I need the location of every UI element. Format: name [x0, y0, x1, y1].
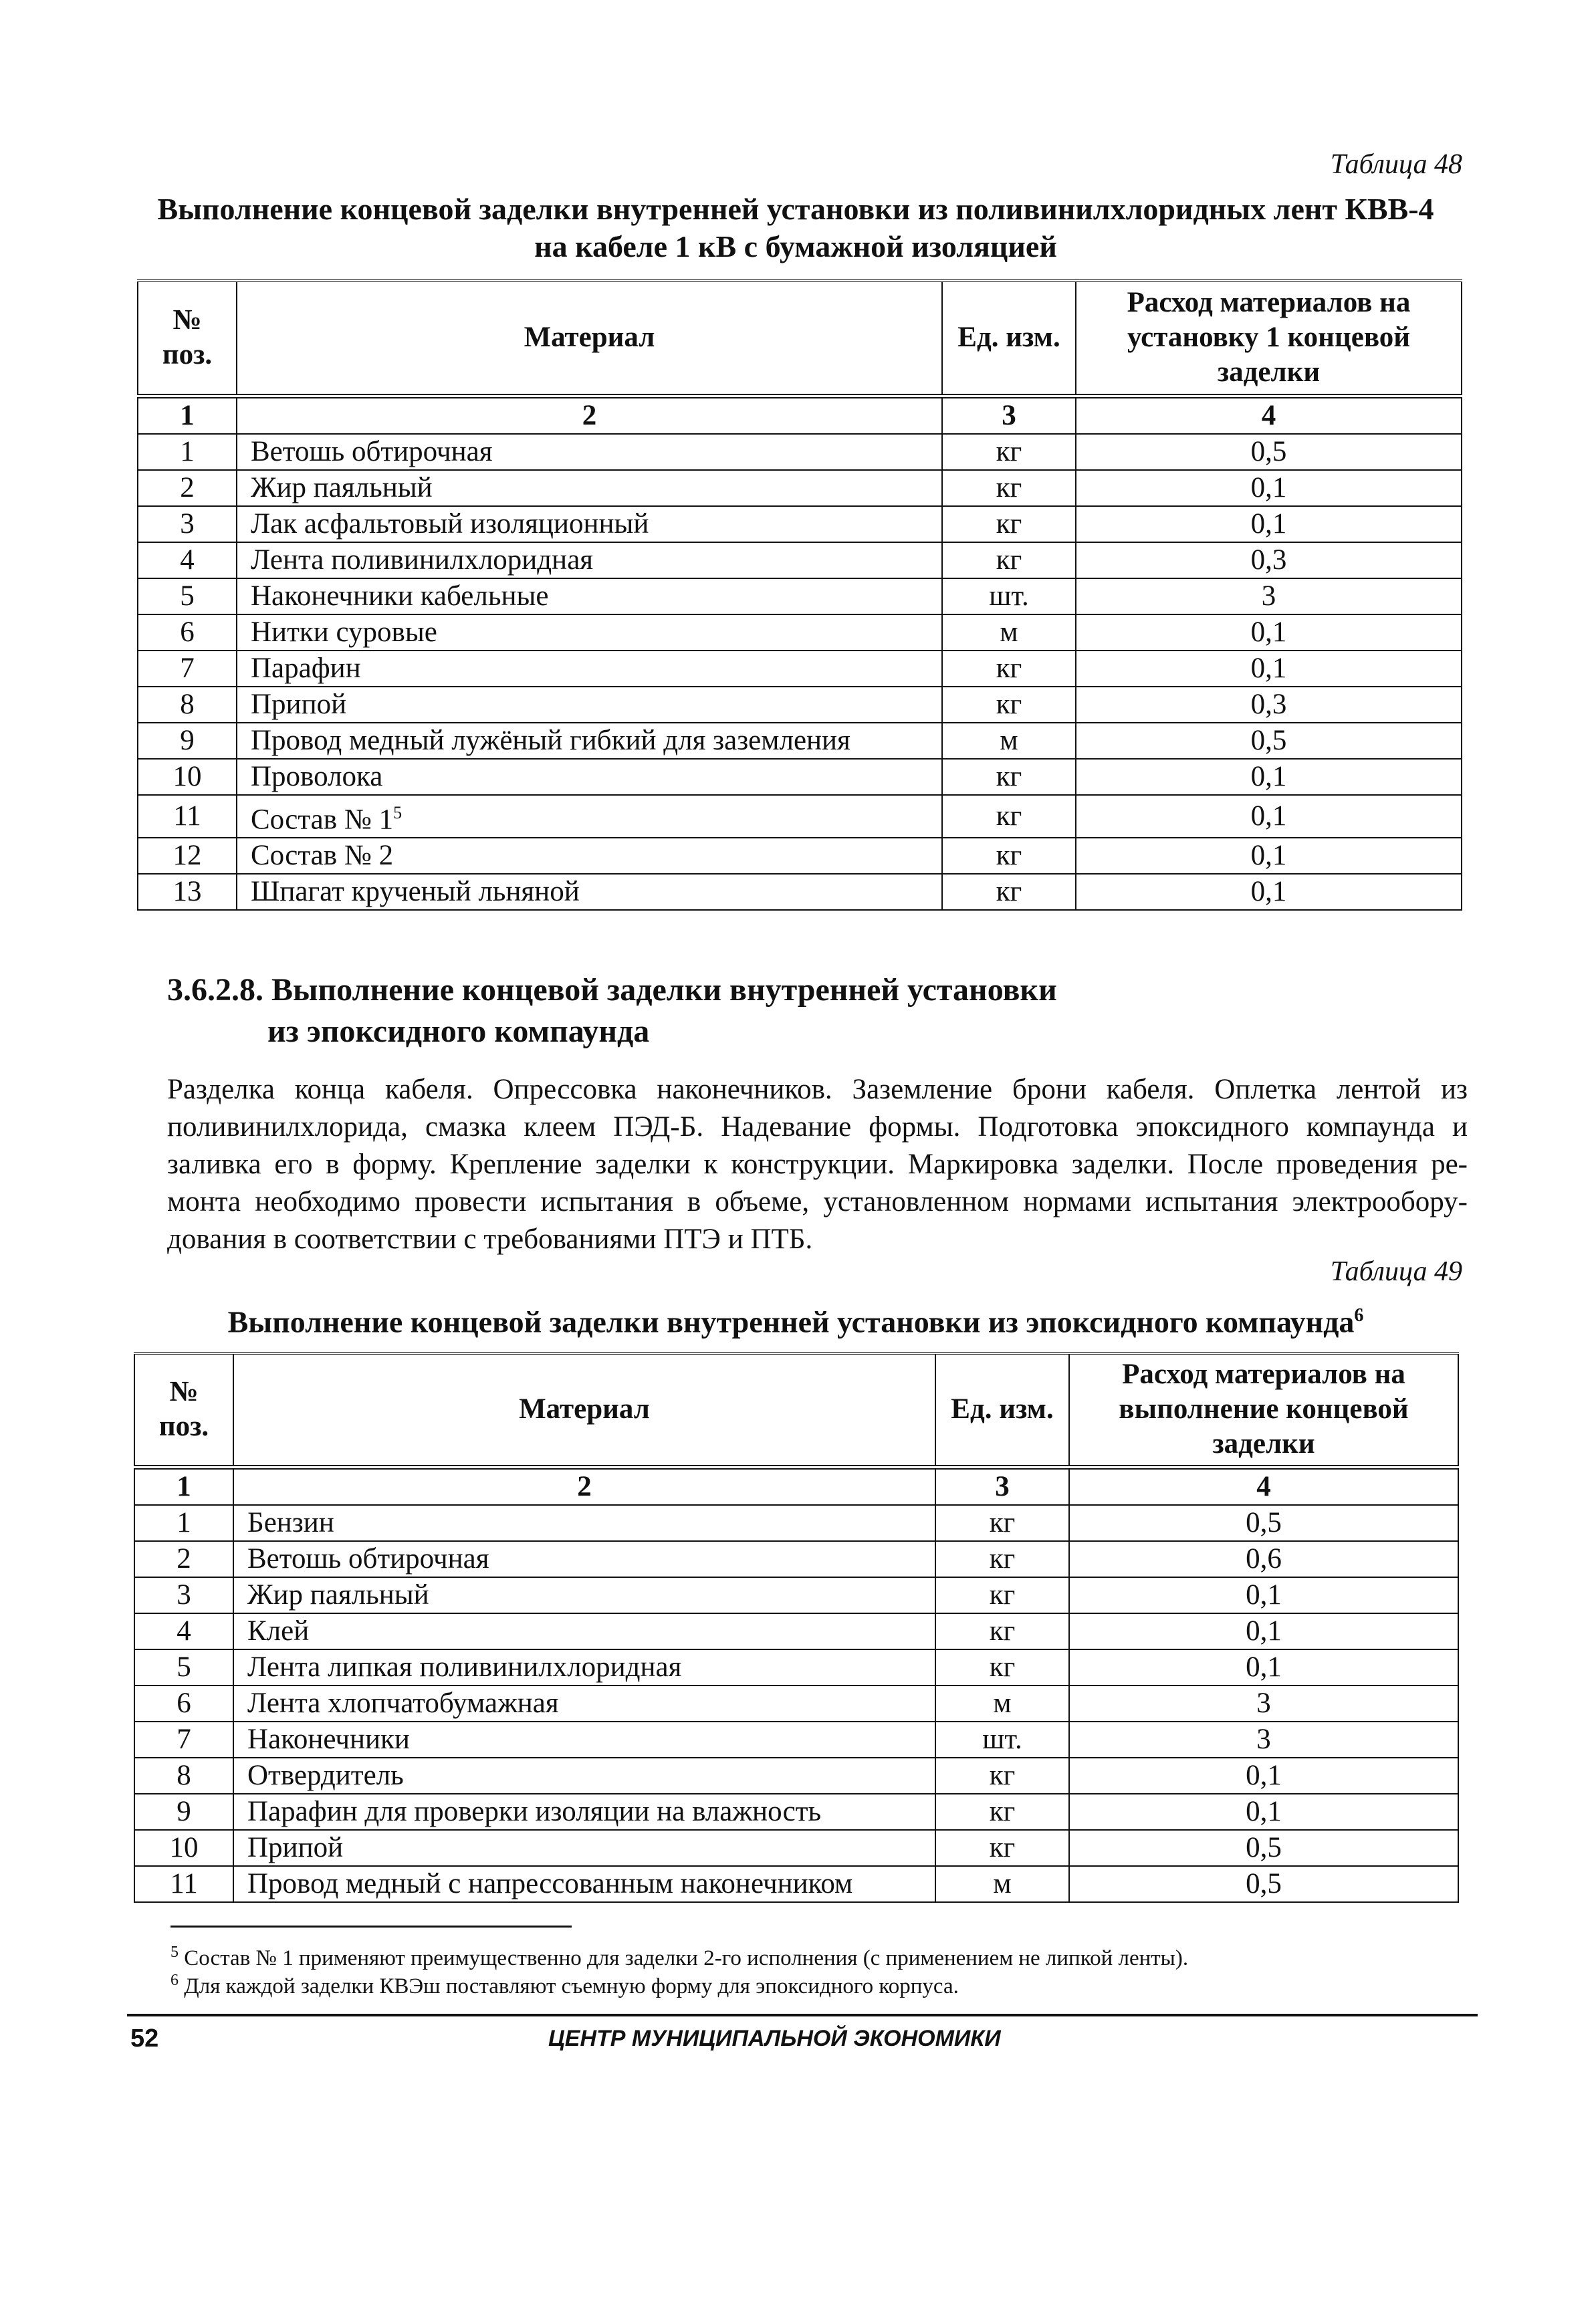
column-number-row [138, 396, 1462, 434]
row-material [233, 1830, 935, 1866]
column-number: 2 [233, 1467, 935, 1505]
table-row [138, 651, 1462, 687]
table-row [138, 723, 1462, 759]
table-row [138, 506, 1462, 542]
table-48-label: Таблица 48 [1330, 149, 1462, 180]
row-pos-text: 13 [173, 875, 202, 907]
row-unit [935, 1505, 1069, 1541]
row-material [237, 578, 942, 614]
row-value [1076, 759, 1462, 795]
row-unit [942, 651, 1076, 687]
table-row [138, 795, 1462, 838]
row-material-text: Парафин [251, 652, 361, 684]
row-material-text: Провод медный лужёный гибкий для заземления [251, 724, 850, 756]
row-material [237, 506, 942, 542]
footnote-mark: 6 [170, 1972, 179, 1989]
footnote-mark: 5 [393, 802, 403, 822]
row-pos-text: 2 [177, 1542, 191, 1575]
row-pos-text: 9 [177, 1795, 191, 1827]
row-pos-text: 1 [180, 435, 195, 467]
row-unit-text: кг [989, 1506, 1016, 1538]
row-pos [134, 1577, 233, 1613]
row-unit-text: кг [989, 1831, 1016, 1863]
row-unit-text: кг [996, 800, 1022, 832]
row-material [237, 759, 942, 795]
row-pos-text: 3 [177, 1579, 191, 1611]
table-row [134, 1794, 1458, 1830]
header-consumption: Расход материалов на выполнение концевой заделки [1069, 1353, 1458, 1467]
row-pos-text: 3 [180, 507, 195, 540]
row-unit-text: кг [996, 760, 1022, 792]
row-value-text: 0,5 [1246, 1831, 1282, 1863]
paragraph-line-2: поливинилхлорида, смазка клеем ПЭД-Б. Надевание формы. Подготовка эпоксидного компаунда и [167, 1111, 1468, 1143]
row-unit [935, 1541, 1069, 1577]
row-unit [942, 542, 1076, 578]
row-pos [134, 1830, 233, 1866]
row-material [233, 1722, 935, 1758]
row-pos-text: 12 [173, 839, 202, 871]
row-value [1069, 1830, 1458, 1866]
row-value [1069, 1758, 1458, 1794]
section-heading-line-2: из эпоксидного компаунда [267, 1014, 650, 1049]
table-49-title-footnote-mark: 6 [1354, 1305, 1364, 1326]
row-value [1069, 1541, 1458, 1577]
row-pos [138, 651, 237, 687]
row-pos [138, 795, 237, 838]
row-material-text: Бензин [247, 1506, 334, 1538]
row-pos-text: 7 [177, 1723, 191, 1755]
row-unit [942, 687, 1076, 723]
table-row [138, 578, 1462, 614]
row-pos [138, 470, 237, 506]
page-footer-rule [127, 2014, 1478, 2016]
table-row [134, 1758, 1458, 1794]
row-unit [935, 1649, 1069, 1686]
row-unit [942, 470, 1076, 506]
row-material-text: Шпагат крученый льняной [251, 875, 580, 907]
row-unit-text: м [993, 1867, 1012, 1899]
row-unit [942, 506, 1076, 542]
row-unit [942, 795, 1076, 838]
row-value-text: 0,1 [1250, 839, 1287, 871]
row-pos [138, 506, 237, 542]
table-row [134, 1649, 1458, 1686]
row-unit [935, 1613, 1069, 1649]
row-unit-text: кг [996, 471, 1022, 503]
row-unit-text: кг [989, 1795, 1016, 1827]
header-unit: Ед. изм. [942, 281, 1076, 396]
table-row [138, 542, 1462, 578]
row-pos [138, 874, 237, 910]
row-pos-text: 7 [180, 652, 195, 684]
row-material [233, 1866, 935, 1902]
row-material [233, 1505, 935, 1541]
row-unit-text: м [1000, 616, 1018, 648]
row-material-text: Наконечники [247, 1723, 410, 1755]
row-unit-text: шт. [982, 1723, 1022, 1755]
row-value [1076, 838, 1462, 874]
row-pos [134, 1686, 233, 1722]
row-material [237, 723, 942, 759]
footnote-6 [170, 1967, 959, 2000]
row-unit-text: кг [989, 1615, 1016, 1647]
row-pos-text: 5 [177, 1651, 191, 1683]
row-pos-text: 4 [177, 1615, 191, 1647]
row-material-text: Припой [247, 1831, 344, 1863]
row-unit [942, 614, 1076, 651]
row-unit [942, 434, 1076, 470]
column-number: 3 [942, 396, 1076, 434]
table-row [134, 1577, 1458, 1613]
row-material [237, 470, 942, 506]
row-material-text: Жир паяльный [247, 1579, 429, 1611]
table-row [138, 838, 1462, 874]
row-pos-text: 5 [180, 580, 195, 612]
row-material-text: Отвердитель [247, 1759, 404, 1791]
row-pos [138, 434, 237, 470]
row-material [233, 1794, 935, 1830]
row-value [1069, 1794, 1458, 1830]
page-number: 52 [130, 2024, 159, 2053]
row-material-text: Ветошь обтирочная [251, 435, 493, 467]
row-value-text: 0,1 [1250, 471, 1287, 503]
row-value [1076, 434, 1462, 470]
row-unit [942, 874, 1076, 910]
row-material-text: Состав № 1 [251, 803, 394, 835]
table-row [138, 434, 1462, 470]
row-material [233, 1649, 935, 1686]
row-unit-text: м [993, 1687, 1012, 1719]
row-material [237, 874, 942, 910]
table-row [138, 874, 1462, 910]
column-number: 3 [935, 1467, 1069, 1505]
header-pos: № поз. [134, 1353, 233, 1467]
row-material-text: Лента поливинилхлоридная [251, 544, 594, 576]
row-value [1076, 723, 1462, 759]
row-unit [935, 1686, 1069, 1722]
row-material-text: Лак асфальтовый изоляционный [251, 507, 649, 540]
row-pos [134, 1613, 233, 1649]
section-heading-line-1: 3.6.2.8. Выполнение концевой заделки внутренней установки [167, 972, 1057, 1008]
row-material [233, 1577, 935, 1613]
row-pos [138, 838, 237, 874]
row-material [237, 542, 942, 578]
row-pos-text: 4 [180, 544, 195, 576]
table-row [134, 1722, 1458, 1758]
row-unit-text: кг [996, 507, 1022, 540]
table-49 [134, 1352, 1459, 1903]
row-value [1076, 614, 1462, 651]
row-unit-text: кг [989, 1542, 1016, 1575]
column-number-row [134, 1467, 1458, 1505]
row-pos [138, 759, 237, 795]
row-value-text: 0,3 [1250, 544, 1287, 576]
table-49-title-text: Выполнение концевой заделки внутренней установки из эпоксидного компаунда [227, 1304, 1355, 1339]
row-unit-text: кг [989, 1651, 1016, 1683]
table-row [134, 1866, 1458, 1902]
row-unit-text: м [1000, 724, 1018, 756]
row-unit [935, 1722, 1069, 1758]
row-pos-text: 9 [180, 724, 195, 756]
row-material-text: Припой [251, 688, 347, 720]
row-value-text: 0,5 [1250, 435, 1287, 467]
header-unit: Ед. изм. [935, 1353, 1069, 1467]
row-value-text: 0,1 [1246, 1795, 1282, 1827]
paragraph-line-3: заливка его в форму. Крепление заделки к конструкции. Маркировка заделки. После проведения ре- [167, 1149, 1468, 1180]
row-unit [942, 838, 1076, 874]
row-value-text: 0,1 [1250, 616, 1287, 648]
row-unit-text: кг [989, 1759, 1016, 1791]
header-material: Материал [233, 1353, 935, 1467]
footnote-mark: 5 [170, 1944, 179, 1961]
header-pos: № поз. [138, 281, 237, 396]
row-value [1069, 1613, 1458, 1649]
row-value-text: 0,5 [1246, 1506, 1282, 1538]
paragraph-line-1: Разделка конца кабеля. Опрессовка наконечников. Заземление брони кабеля. Оплетка лентой из [167, 1074, 1468, 1105]
row-value [1069, 1577, 1458, 1613]
row-value-text: 3 [1256, 1723, 1271, 1755]
table-row [138, 614, 1462, 651]
row-value-text: 0,1 [1250, 875, 1287, 907]
row-material-text: Жир паяльный [251, 471, 433, 503]
row-pos-text: 1 [177, 1506, 191, 1538]
row-value-text: 0,1 [1246, 1759, 1282, 1791]
row-value-text: 0,1 [1250, 652, 1287, 684]
table-49-title [127, 1297, 1464, 1341]
row-material [237, 651, 942, 687]
publisher-name: ЦЕНТР МУНИЦИПАЛЬНОЙ ЭКОНОМИКИ [548, 2026, 1001, 2051]
row-material [237, 434, 942, 470]
row-value [1069, 1866, 1458, 1902]
table-row [134, 1830, 1458, 1866]
row-pos [138, 723, 237, 759]
row-value [1076, 687, 1462, 723]
row-material [233, 1613, 935, 1649]
row-unit-text: кг [996, 435, 1022, 467]
row-value [1076, 874, 1462, 910]
table-48-title-line-2: на кабеле 1 кВ с бумажной изоляцией [534, 229, 1057, 263]
table-48-title-line-1: Выполнение концевой заделки внутренней установки из поливинилхлоридных лент КВВ-4 [157, 192, 1434, 226]
row-pos [134, 1541, 233, 1577]
row-value-text: 0,1 [1250, 800, 1287, 832]
table-48-title [127, 191, 1464, 265]
row-unit-text: кг [996, 652, 1022, 684]
row-value [1069, 1722, 1458, 1758]
row-pos-text: 2 [180, 471, 195, 503]
row-unit-text: кг [996, 544, 1022, 576]
table-49-label: Таблица 49 [1330, 1256, 1462, 1287]
column-number: 1 [138, 396, 237, 434]
row-value [1069, 1649, 1458, 1686]
row-unit-text: кг [996, 688, 1022, 720]
row-material-text: Состав № 2 [251, 839, 394, 871]
row-pos [134, 1794, 233, 1830]
table-row [134, 1686, 1458, 1722]
table-row [134, 1505, 1458, 1541]
row-pos-text: 11 [170, 1867, 198, 1899]
footnote-text: Для каждой заделки КВЭш поставляют съемную форму для эпоксидного корпуса. [184, 1974, 959, 1998]
footnote-text: Состав № 1 применяют преимущественно для заделки 2-го исполнения (с применением не липкой ленты). [184, 1946, 1189, 1970]
row-material [237, 614, 942, 651]
row-unit [935, 1866, 1069, 1902]
row-unit [942, 759, 1076, 795]
table-row [138, 687, 1462, 723]
row-material-text: Лента хлопчатобумажная [247, 1687, 559, 1719]
row-material [233, 1758, 935, 1794]
row-pos-text: 11 [173, 800, 201, 832]
row-material [237, 687, 942, 723]
row-material-text: Провод медный с напрессованным наконечником [247, 1867, 853, 1899]
row-material-text: Проволока [251, 760, 383, 792]
paragraph-line-5: дования в соответствии с требованиями ПТЭ и ПТБ. [167, 1224, 813, 1255]
row-pos-text: 8 [180, 688, 195, 720]
row-pos [134, 1649, 233, 1686]
footnote-separator [170, 1926, 572, 1928]
column-number: 4 [1069, 1467, 1458, 1505]
table-48 [137, 279, 1462, 911]
row-material [233, 1686, 935, 1722]
row-value [1076, 795, 1462, 838]
row-pos-text: 10 [169, 1831, 199, 1863]
row-value-text: 0,1 [1246, 1651, 1282, 1683]
section-heading [167, 969, 1057, 1052]
row-value-text: 0,5 [1246, 1867, 1282, 1899]
row-material [237, 795, 942, 838]
column-number: 2 [237, 396, 942, 434]
row-unit [935, 1830, 1069, 1866]
row-material-text: Ветошь обтирочная [247, 1542, 489, 1575]
row-pos [134, 1866, 233, 1902]
row-pos [134, 1722, 233, 1758]
row-unit-text: кг [989, 1579, 1016, 1611]
row-unit-text: кг [996, 839, 1022, 871]
row-value [1076, 542, 1462, 578]
row-unit [935, 1577, 1069, 1613]
row-value [1076, 506, 1462, 542]
table-row [134, 1541, 1458, 1577]
row-value [1069, 1686, 1458, 1722]
row-value [1069, 1505, 1458, 1541]
row-pos [138, 614, 237, 651]
row-material-text: Наконечники кабельные [251, 580, 549, 612]
row-pos-text: 8 [177, 1759, 191, 1791]
row-material-text: Нитки суровые [251, 616, 437, 648]
row-value-text: 0,5 [1250, 724, 1287, 756]
row-value [1076, 470, 1462, 506]
row-value [1076, 651, 1462, 687]
row-unit [935, 1758, 1069, 1794]
header-material: Материал [237, 281, 942, 396]
row-unit-text: шт. [989, 580, 1029, 612]
row-pos [138, 578, 237, 614]
row-value-text: 0,1 [1250, 507, 1287, 540]
row-value-text: 0,1 [1246, 1615, 1282, 1647]
row-pos-text: 6 [180, 616, 195, 648]
row-pos [134, 1758, 233, 1794]
row-pos [134, 1505, 233, 1541]
row-material [237, 838, 942, 874]
row-value-text: 0,6 [1246, 1542, 1282, 1575]
table-row [138, 759, 1462, 795]
paragraph-line-4: монта необходимо провести испытания в объеме, установленном нормами испытания электрообору- [167, 1186, 1468, 1217]
row-pos-text: 6 [177, 1687, 191, 1719]
row-pos [138, 542, 237, 578]
row-pos-text: 10 [173, 760, 202, 792]
row-value-text: 3 [1261, 580, 1276, 612]
column-number: 1 [134, 1467, 233, 1505]
row-unit [935, 1794, 1069, 1830]
row-value-text: 0,1 [1250, 760, 1287, 792]
row-unit [942, 578, 1076, 614]
row-pos [138, 687, 237, 723]
row-value [1076, 578, 1462, 614]
row-material-text: Клей [247, 1615, 310, 1647]
row-unit-text: кг [996, 875, 1022, 907]
row-material-text: Парафин для проверки изоляции на влажность [247, 1795, 822, 1827]
header-consumption: Расход материалов на установку 1 концевой заделки [1076, 281, 1462, 396]
column-number: 4 [1076, 396, 1462, 434]
section-paragraph [167, 1071, 1468, 1258]
row-material [233, 1541, 935, 1577]
row-unit [942, 723, 1076, 759]
row-value-text: 0,3 [1250, 688, 1287, 720]
row-value-text: 0,1 [1246, 1579, 1282, 1611]
table-row [138, 470, 1462, 506]
table-row [134, 1613, 1458, 1649]
row-value-text: 3 [1256, 1687, 1271, 1719]
row-material-text: Лента липкая поливинилхлоридная [247, 1651, 682, 1683]
